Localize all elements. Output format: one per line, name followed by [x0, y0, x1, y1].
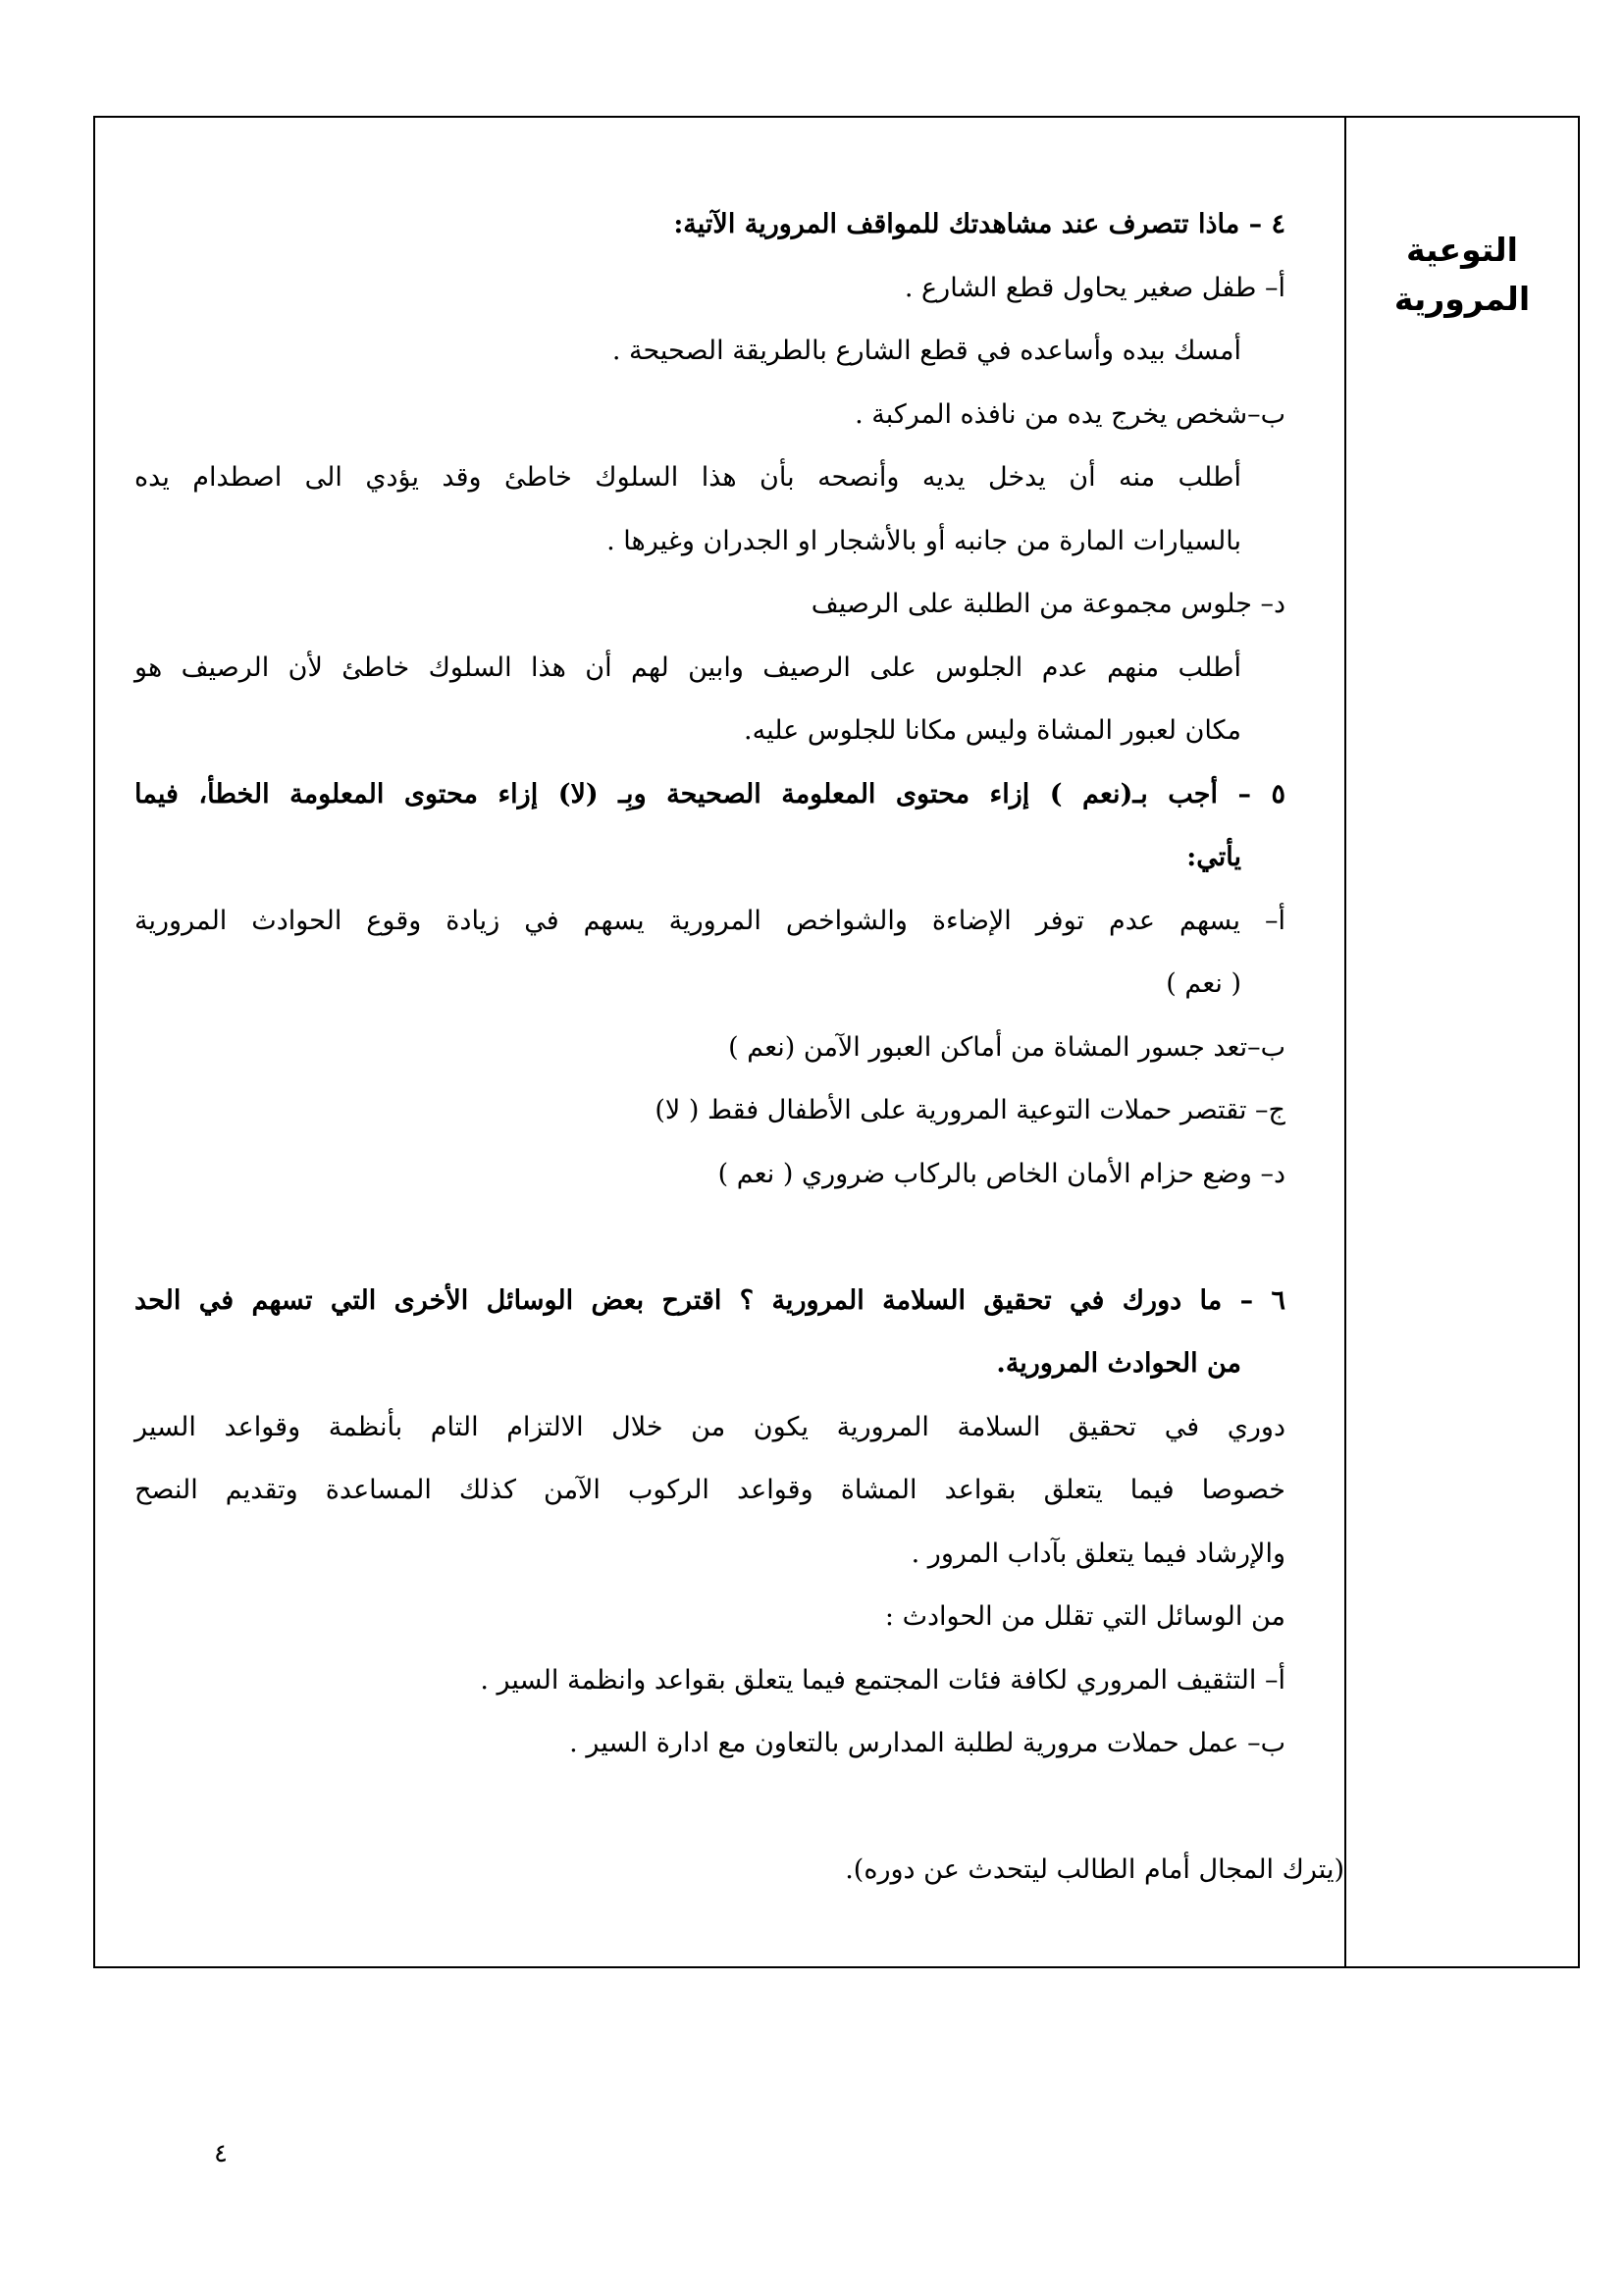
question-5-b: ب–تعد جسور المشاة من أماكن العبور الآمن (نعم ) [728, 1031, 1285, 1063]
question-4-b-answer-line-2: بالسيارات المارة من جانبه أو بالأشجار او الجدران وغيرها . [606, 525, 1241, 556]
question-5-title-line-2: يأتي: [1186, 842, 1241, 872]
question-6-answer-line-2: خصوصا فيما يتعلق بقواعد المشاة وقواعد الركوب الآمن كذلك المساعدة وتقديم النصح [134, 1475, 1285, 1505]
question-6-answer-line-1: دوري في تحقيق السلامة المرورية يكون من خلال الالتزام التام بأنظمة وقواعد السير [134, 1411, 1285, 1442]
main-column [95, 118, 1344, 1966]
question-6-means-intro: من الوسائل التي تقلل من الحوادث : [884, 1601, 1285, 1632]
question-4-d-label: د– جلوس مجموعة من الطلبة على الرصيف [811, 589, 1285, 619]
spacer [134, 1206, 1285, 1270]
question-6-means-a: أ– التثقيف المروري لكافة فئات المجتمع فيما يتعلق بقواعد وانظمة السير . [480, 1664, 1285, 1696]
question-5-d: د– وضع حزام الأمان الخاص بالركاب ضروري ( نعم ) [717, 1158, 1285, 1189]
side-title-line-2: المرورية [1393, 280, 1531, 318]
page-number: ٤ [214, 2139, 228, 2168]
question-4-b-label: ب–شخص يخرج يده من نافذه المركبة . [855, 398, 1285, 430]
content-table [93, 116, 1580, 1968]
question-4-title: ٤ – ماذا تتصرف عند مشاهدتك للمواقف المرورية الآتية: [673, 209, 1285, 239]
question-5-c: ج– تقتصر حملات التوعية المرورية على الأطفال فقط ( لا) [655, 1095, 1285, 1125]
question-6-title-line-1: ٦ – ما دورك في تحقيق السلامة المرورية ؟ اقترح بعض الوسائل الأخرى التي تسهم في الحد [134, 1284, 1285, 1316]
question-6-answer-line-3: والإرشاد فيما يتعلق بآداب المرور . [911, 1538, 1285, 1569]
question-4-a-label: أ– طفل صغير يحاول قطع الشارع . [904, 272, 1285, 303]
question-6-note: (يترك المجال أمام الطالب ليتحدث عن دوره). [845, 1854, 1344, 1885]
side-column [1344, 118, 1578, 1966]
question-5-title-line-1: ٥ – أجب بـ(نعم ) إزاء محتوى المعلومة الصحيحة وبِـ (لا) إزاء محتوى المعلومة الخطأ، فيما [134, 778, 1285, 809]
question-6-means-b: ب– عمل حملات مرورية لطلبة المدارس بالتعاون مع ادارة السير . [569, 1728, 1285, 1758]
question-6-title-line-2: من الحوادث المرورية. [996, 1348, 1241, 1379]
question-4-d-answer-line-2: مكان لعبور المشاة وليس مكانا للجلوس عليه. [744, 715, 1241, 746]
side-title-line-1: التوعية [1406, 231, 1518, 269]
question-5-a-line-1: أ– يسهم عدم توفر الإضاءة والشواخص المرورية يسهم في زيادة وقوع الحوادث المرورية [134, 905, 1285, 936]
spacer [134, 1776, 1285, 1840]
question-5-a-line-2: ( نعم ) [1166, 968, 1241, 999]
question-4-d-answer-line-1: أطلب منهم عدم الجلوس على الرصيف وابين لهم أن هذا السلوك خاطئ لأن الرصيف هو [134, 652, 1241, 683]
question-4-a-answer: أمسك بيده وأساعده في قطع الشارع بالطريقة الصحيحة . [611, 336, 1241, 366]
question-4-b-answer-line-1: أطلب منه أن يدخل يديه وأنصحه بأن هذا السلوك خاطئ وقد يؤدي الى اصطدام يده [134, 462, 1241, 493]
